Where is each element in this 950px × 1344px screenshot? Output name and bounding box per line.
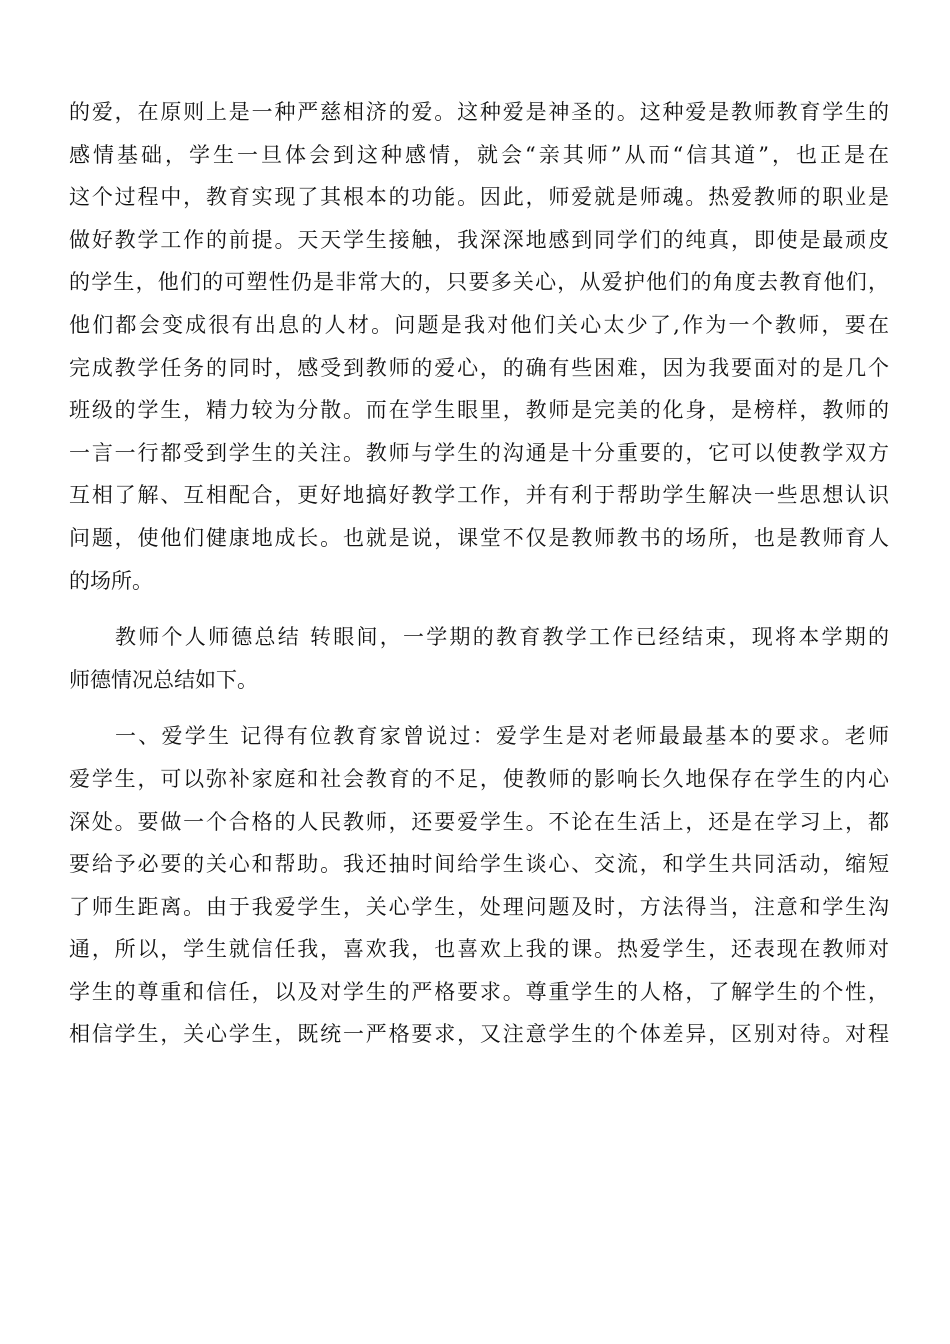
text-line: 这个过程中，教育实现了其根本的功能。因此，师爱就是师魂。热爱教师的职业是 [69, 185, 889, 210]
text-line: 的学生，他们的可塑性仍是非常大的，只要多关心，从爱护他们的角度去教育他们， [69, 270, 889, 295]
text-line: 通，所以，学生就信任我，喜欢我，也喜欢上我的课。热爱学生，还表现在教师对 [69, 937, 889, 962]
text-line: 师德情况总结如下。 [69, 667, 258, 692]
text-line: 班级的学生，精力较为分散。而在学生眼里，教师是完美的化身，是榜样，教师的 [69, 398, 889, 423]
text-line: 的场所。 [69, 568, 153, 593]
text-line: 了师生距离。由于我爱学生，关心学生，处理问题及时，方法得当，注意和学生沟 [69, 894, 889, 919]
text-line: 一言一行都受到学生的关注。教师与学生的沟通是十分重要的，它可以使教学双方 [69, 440, 889, 465]
text-line: 深处。要做一个合格的人民教师，还要爱学生。不论在生活上，还是在学习上，都 [69, 809, 889, 834]
paragraph-gap [69, 602, 889, 616]
paragraph [69, 715, 889, 1056]
text-line: 学生的尊重和信任，以及对学生的严格要求。尊重学生的人格，了解学生的个性， [69, 979, 889, 1004]
text-line: 教师个人师德总结 转眼间，一学期的教育教学工作已经结束，现将本学期的 [115, 625, 889, 650]
text-line: 相信学生，关心学生，既统一严格要求，又注意学生的个体差异，区别对待。对程 [69, 1022, 889, 1047]
paragraph-gap [69, 701, 889, 715]
text-line: 要给予必要的关心和帮助。我还抽时间给学生谈心、交流，和学生共同活动，缩短 [69, 852, 889, 877]
text-line: 的爱，在原则上是一种严慈相济的爱。这种爱是神圣的。这种爱是教师教育学生的 [69, 100, 889, 124]
text-line: 完成教学任务的同时，感受到教师的爱心，的确有些困难，因为我要面对的是几个 [69, 355, 889, 380]
text-line: 爱学生，可以弥补家庭和社会教育的不足，使教师的影响长久地保存在学生的内心 [69, 766, 889, 791]
paragraph [69, 616, 889, 701]
document-body [69, 91, 889, 1056]
text-line: 一、爱学生 记得有位教育家曾说过：爱学生是对老师最最基本的要求。老师 [115, 724, 889, 749]
text-line: 问题，使他们健康地成长。也就是说，课堂不仅是教师教书的场所，也是教师育人 [69, 525, 889, 550]
text-line: 他们都会变成很有出息的人材。问题是我对他们关心太少了,作为一个教师，要在 [69, 312, 889, 337]
text-line: 感情基础，学生一旦体会到这种感情，就会“亲其师”从而“信其道”，也正是在 [69, 142, 889, 167]
text-line: 互相了解、互相配合，更好地搞好教学工作，并有利于帮助学生解决一些思想认识 [69, 483, 889, 508]
paragraph [69, 91, 889, 602]
text-line: 做好教学工作的前提。天天学生接触，我深深地感到同学们的纯真，即使是最顽皮 [69, 227, 889, 252]
